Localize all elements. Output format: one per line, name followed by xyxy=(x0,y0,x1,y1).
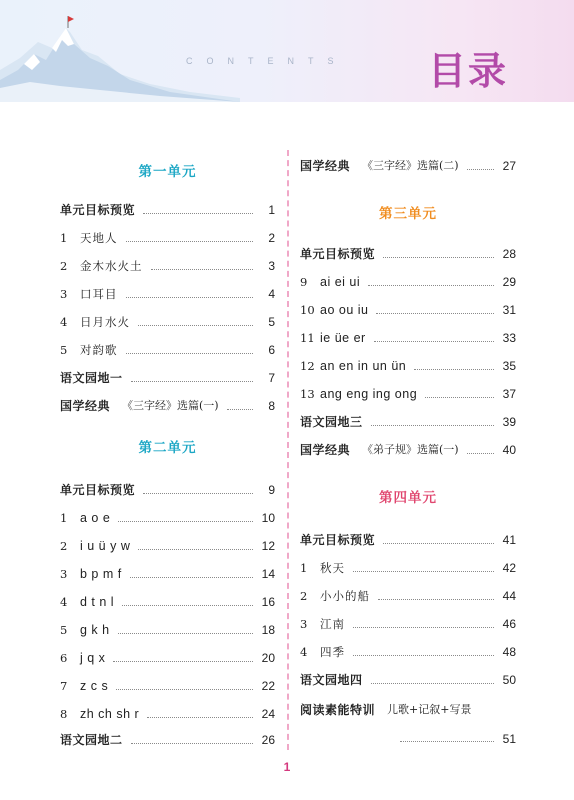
entry-number: 7 xyxy=(60,679,68,693)
entry-title: 单元目标预览 xyxy=(60,203,136,217)
toc-entry[interactable] xyxy=(60,728,275,748)
entry-page: 8 xyxy=(268,399,275,413)
leader-dots xyxy=(143,213,253,214)
entry-title: b p m f xyxy=(80,567,122,581)
leader-dots xyxy=(122,605,253,606)
leader-dots xyxy=(368,285,494,286)
leader-dots xyxy=(376,313,494,314)
entry-subtitle: 儿歌+记叙+写景 xyxy=(387,703,472,716)
entry-page: 22 xyxy=(261,679,275,693)
entry-page: 7 xyxy=(268,371,275,385)
toc-entry[interactable] xyxy=(300,528,516,548)
leader-dots xyxy=(374,341,494,342)
entry-title: ang eng ing ong xyxy=(320,387,418,401)
entry-title: d t n l xyxy=(80,595,115,609)
leader-dots xyxy=(138,549,253,550)
toc-entry-continuation[interactable] xyxy=(300,726,516,746)
entry-number: 11 xyxy=(300,331,315,345)
toc-entry[interactable] xyxy=(300,410,516,430)
leader-dots xyxy=(118,633,253,634)
entry-title: 江南 xyxy=(320,617,345,631)
entry-page: 3 xyxy=(268,259,275,273)
entry-title: an en in un ün xyxy=(320,359,407,373)
toc-entry[interactable] xyxy=(300,354,516,374)
toc-entry[interactable] xyxy=(300,242,516,262)
entry-number: 6 xyxy=(60,651,68,665)
entry-title: i u ü y w xyxy=(80,539,131,553)
entry-number: 1 xyxy=(60,231,68,245)
entry-title: zh ch sh r xyxy=(80,707,140,721)
toc-entry[interactable] xyxy=(300,640,516,660)
toc-entry[interactable] xyxy=(300,438,516,458)
entry-page: 40 xyxy=(502,443,516,457)
entry-title: 四季 xyxy=(320,645,345,659)
leader-dots xyxy=(383,543,494,544)
entry-title: 单元目标预览 xyxy=(300,533,376,547)
entry-title: 国学经典 xyxy=(300,443,351,457)
unit3-heading: 第三单元 xyxy=(379,206,437,222)
toc-entry[interactable] xyxy=(60,646,275,666)
entry-page: 41 xyxy=(502,533,516,547)
entry-title: 阅读素能特训 xyxy=(300,703,376,717)
entry-title: 日月水火 xyxy=(80,315,130,329)
toc-entry[interactable] xyxy=(60,254,275,274)
header-banner xyxy=(0,0,574,102)
entry-title: 口耳目 xyxy=(80,287,118,301)
entry-title: 天地人 xyxy=(80,231,118,245)
leader-dots xyxy=(126,241,254,242)
entry-page: 16 xyxy=(261,595,275,609)
contents-label: CONTENTS xyxy=(186,56,348,66)
entry-number: 13 xyxy=(300,387,315,401)
entry-title: j q x xyxy=(80,651,106,665)
entry-title: g k h xyxy=(80,623,110,637)
entry-page: 42 xyxy=(502,561,516,575)
entry-title: 单元目标预览 xyxy=(300,247,376,261)
entry-page: 48 xyxy=(502,645,516,659)
mountain-illustration xyxy=(0,0,240,102)
toc-entry[interactable] xyxy=(300,270,516,290)
leader-dots xyxy=(126,353,254,354)
unit4-heading: 第四单元 xyxy=(379,490,437,506)
entry-subtitle: 《三字经》选篇(二) xyxy=(362,159,459,172)
entry-number: 5 xyxy=(60,343,68,357)
toc-entry[interactable] xyxy=(300,382,516,402)
entry-title: 金木水火土 xyxy=(80,259,143,273)
toc-entry[interactable] xyxy=(300,612,516,632)
leader-dots xyxy=(371,683,494,684)
entry-number: 2 xyxy=(60,539,68,553)
entry-subtitle: 《三字经》选篇(一) xyxy=(122,399,219,412)
entry-page: 26 xyxy=(261,733,275,747)
page-title: 目录 xyxy=(428,49,509,93)
entry-page: 29 xyxy=(502,275,516,289)
entry-page: 18 xyxy=(261,623,275,637)
entry-page: 6 xyxy=(268,343,275,357)
leader-dots xyxy=(353,571,494,572)
entry-number: 3 xyxy=(60,567,68,581)
entry-title: a o e xyxy=(80,511,111,525)
entry-page: 9 xyxy=(268,483,275,497)
entry-number: 4 xyxy=(60,595,68,609)
leader-dots xyxy=(118,521,253,522)
toc-entry[interactable] xyxy=(60,590,275,610)
toc-entry[interactable] xyxy=(60,282,275,302)
page-number: 1 xyxy=(283,760,291,774)
leader-dots xyxy=(130,577,253,578)
entry-number: 10 xyxy=(300,303,315,317)
leader-dots xyxy=(131,381,253,382)
entry-number: 2 xyxy=(60,259,68,273)
leader-dots xyxy=(414,369,494,370)
entry-title: 国学经典 xyxy=(300,159,351,173)
entry-title: z c s xyxy=(80,679,109,693)
leader-dots xyxy=(383,257,494,258)
toc-entry[interactable] xyxy=(300,668,516,688)
entry-title: 国学经典 xyxy=(60,399,111,413)
leader-dots xyxy=(151,269,254,270)
entry-page: 46 xyxy=(502,617,516,631)
entry-page: 37 xyxy=(502,387,516,401)
leader-dots xyxy=(425,397,494,398)
toc-entry[interactable] xyxy=(300,326,516,346)
toc-entry[interactable] xyxy=(60,198,275,218)
toc-entry[interactable] xyxy=(60,310,275,330)
column-divider xyxy=(287,150,289,750)
leader-dots xyxy=(400,741,494,742)
entry-page: 27 xyxy=(502,159,516,173)
leader-dots xyxy=(126,297,254,298)
toc-entry[interactable] xyxy=(300,298,516,318)
entry-number: 4 xyxy=(300,645,308,659)
leader-dots xyxy=(378,599,494,600)
toc-entry[interactable] xyxy=(60,478,275,498)
leader-dots xyxy=(227,409,253,410)
toc-entry[interactable] xyxy=(60,506,275,526)
entry-title: 语文园地二 xyxy=(60,733,123,747)
leader-dots xyxy=(467,169,494,170)
entry-number: 1 xyxy=(60,511,68,525)
entry-number: 12 xyxy=(300,359,315,373)
toc-entry[interactable] xyxy=(60,534,275,554)
entry-page: 28 xyxy=(502,247,516,261)
leader-dots xyxy=(116,689,253,690)
entry-number: 4 xyxy=(60,315,68,329)
toc-entry-header[interactable] xyxy=(300,698,516,718)
entry-title: ai ei ui xyxy=(320,275,361,289)
entry-title: 小小的船 xyxy=(320,589,370,603)
entry-title: 语文园地一 xyxy=(60,371,123,385)
entry-page: 4 xyxy=(268,287,275,301)
entry-page: 35 xyxy=(502,359,516,373)
leader-dots xyxy=(143,493,253,494)
entry-page: 12 xyxy=(261,539,275,553)
entry-page: 24 xyxy=(261,707,275,721)
unit2-heading: 第二单元 xyxy=(138,440,197,456)
leader-dots xyxy=(371,425,494,426)
leader-dots xyxy=(147,717,253,718)
toc-entry[interactable] xyxy=(60,394,275,414)
entry-subtitle: 《弟子规》选篇(一) xyxy=(362,443,459,456)
leader-dots xyxy=(131,743,253,744)
entry-page: 51 xyxy=(502,732,516,746)
leader-dots xyxy=(353,627,494,628)
entry-page: 33 xyxy=(502,331,516,345)
toc-entry[interactable] xyxy=(60,702,275,722)
entry-number: 3 xyxy=(60,287,68,301)
entry-number: 2 xyxy=(300,589,308,603)
entry-title: ao ou iu xyxy=(320,303,369,317)
entry-number: 1 xyxy=(300,561,308,575)
toc-entry[interactable] xyxy=(60,366,275,386)
entry-number: 9 xyxy=(300,275,308,289)
leader-dots xyxy=(138,325,253,326)
toc-entry[interactable] xyxy=(60,562,275,582)
toc-entry[interactable] xyxy=(60,338,275,358)
entry-page: 20 xyxy=(261,651,275,665)
entry-title: ie üe er xyxy=(320,331,366,345)
toc-entry[interactable] xyxy=(300,584,516,604)
toc-entry[interactable] xyxy=(60,674,275,694)
entry-number: 5 xyxy=(60,623,68,637)
toc-entry[interactable] xyxy=(60,226,275,246)
leader-dots xyxy=(353,655,494,656)
entry-page: 44 xyxy=(502,589,516,603)
entry-title: 对韵歌 xyxy=(80,343,118,357)
entry-number: 3 xyxy=(300,617,308,631)
entry-page: 1 xyxy=(268,203,275,217)
leader-dots xyxy=(113,661,253,662)
entry-number: 8 xyxy=(60,707,68,721)
entry-page: 39 xyxy=(502,415,516,429)
entry-title: 语文园地四 xyxy=(300,673,363,687)
entry-title: 语文园地三 xyxy=(300,415,363,429)
toc-entry[interactable] xyxy=(300,154,516,174)
toc-entry[interactable] xyxy=(60,618,275,638)
entry-title: 秋天 xyxy=(320,561,345,575)
entry-page: 31 xyxy=(502,303,516,317)
entry-title: 单元目标预览 xyxy=(60,483,136,497)
toc-entry[interactable] xyxy=(300,556,516,576)
entry-page: 10 xyxy=(261,511,275,525)
entry-page: 5 xyxy=(268,315,275,329)
leader-dots xyxy=(467,453,494,454)
unit1-heading: 第一单元 xyxy=(138,164,197,180)
entry-page: 14 xyxy=(261,567,275,581)
entry-page: 50 xyxy=(502,673,516,687)
entry-page: 2 xyxy=(268,231,275,245)
